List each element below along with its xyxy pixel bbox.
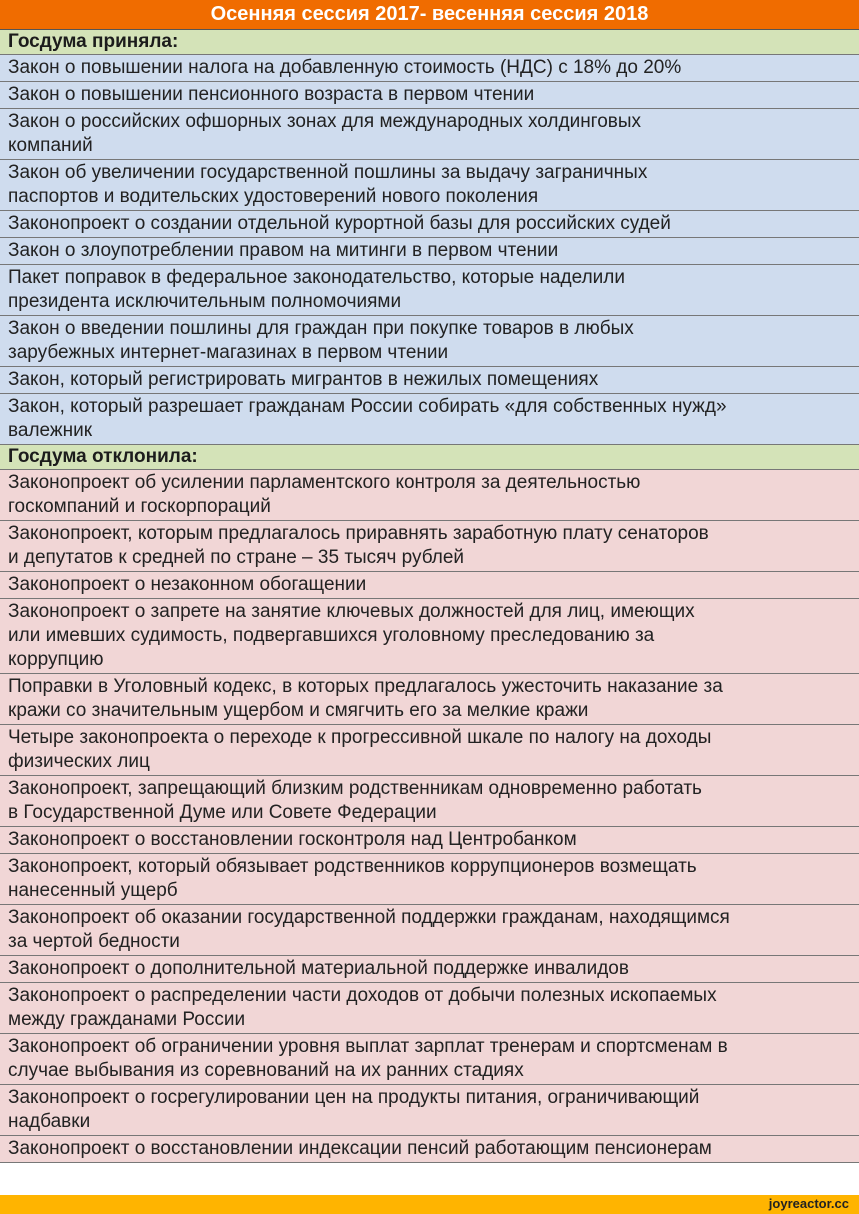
law-row: Законопроект о госрегулировании цен на продукты питания, ограничивающий надбавки xyxy=(0,1085,859,1136)
watermark-text[interactable]: joyreactor.cc xyxy=(768,1196,849,1211)
law-row: Поправки в Уголовный кодекс, в которых предлагалось ужесточить наказание за кражи со значительным ущербом и смягчить его за мелкие кражи xyxy=(0,674,859,725)
law-row: Закон о введении пошлины для граждан при покупке товаров в любых зарубежных интернет-магазинах в первом чтении xyxy=(0,316,859,367)
law-row: Законопроект о восстановлении госконтроля над Центробанком xyxy=(0,827,859,854)
law-row: Законопроект о незаконном обогащении xyxy=(0,572,859,599)
rejected-heading: Госдума отклонила: xyxy=(0,445,859,470)
law-row: Законопроект об оказании государственной поддержки гражданам, находящимся за чертой бедности xyxy=(0,905,859,956)
law-row: Законопроект, запрещающий близким родственникам одновременно работать в Государственной Думе или Совете Федерации xyxy=(0,776,859,827)
law-row: Законопроект, который обязывает родственников коррупционеров возмещать нанесенный ущерб xyxy=(0,854,859,905)
passed-list xyxy=(0,55,859,445)
law-row: Закон, который регистрировать мигрантов в нежилых помещениях xyxy=(0,367,859,394)
law-row: Закон, который разрешает гражданам России собирать «для собственных нужд» валежник xyxy=(0,394,859,445)
law-row: Законопроект об ограничении уровня выплат зарплат тренерам и спортсменам в случае выбывания из соревнований на их ранних стадиях xyxy=(0,1034,859,1085)
law-row: Законопроект, которым предлагалось приравнять заработную плату сенаторов и депутатов к средней по стране – 35 тысяч рублей xyxy=(0,521,859,572)
table-title: Осенняя сессия 2017- весенняя сессия 2018 xyxy=(0,0,859,30)
law-row: Закон об увеличении государственной пошлины за выдачу заграничных паспортов и водительских удостоверений нового поколения xyxy=(0,160,859,211)
passed-section xyxy=(0,30,859,445)
law-row: Закон о повышении пенсионного возраста в первом чтении xyxy=(0,82,859,109)
law-row: Законопроект об усилении парламентского контроля за деятельностью госкомпаний и госкорпораций xyxy=(0,470,859,521)
law-row: Закон о злоупотреблении правом на митинги в первом чтении xyxy=(0,238,859,265)
law-row: Пакет поправок в федеральное законодательство, которые наделили президента исключительным полномочиями xyxy=(0,265,859,316)
law-row: Законопроект о восстановлении индексации пенсий работающим пенсионерам xyxy=(0,1136,859,1163)
rejected-section xyxy=(0,445,859,1163)
rejected-list xyxy=(0,470,859,1163)
passed-heading: Госдума приняла: xyxy=(0,30,859,55)
law-row: Законопроект о создании отдельной курортной базы для российских судей xyxy=(0,211,859,238)
law-row: Законопроект о дополнительной материальной поддержке инвалидов xyxy=(0,956,859,983)
watermark-bar xyxy=(0,1195,859,1214)
law-row: Закон о российских офшорных зонах для международных холдинговых компаний xyxy=(0,109,859,160)
law-row: Законопроект о запрете на занятие ключевых должностей для лиц, имеющих или имевших судимость, подвергавшихся уголовному преследованию за коррупцию xyxy=(0,599,859,674)
law-row: Законопроект о распределении части доходов от добычи полезных ископаемых между гражданами России xyxy=(0,983,859,1034)
law-row: Четыре законопроекта о переходе к прогрессивной шкале по налогу на доходы физических лиц xyxy=(0,725,859,776)
law-row: Закон о повышении налога на добавленную стоимость (НДС) с 18% до 20% xyxy=(0,55,859,82)
